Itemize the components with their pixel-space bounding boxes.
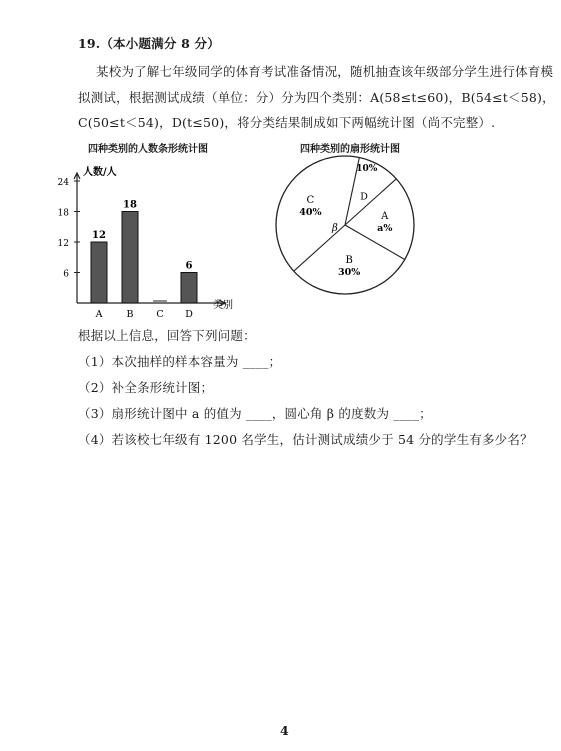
x-tick-label: C — [156, 309, 164, 320]
bar-A — [91, 242, 107, 303]
x-axis-label: 类别 — [213, 300, 233, 311]
score-note: （本小题满分 8 分） — [100, 36, 220, 51]
sub-question-1: （1）本次抽样的样本容量为 ____； — [78, 354, 282, 369]
y-tick-label: 6 — [63, 269, 69, 280]
pie-percent-B: 30% — [338, 266, 361, 278]
question-header — [78, 34, 220, 52]
pie-label-C: C — [306, 195, 315, 206]
sub-question-4: （4）若该校七年级有 1200 名学生，估计测试成绩少于 54 分的学生有多少名？ — [78, 432, 533, 447]
bar-value-label: 6 — [185, 260, 193, 272]
bar-chart — [55, 155, 255, 325]
pie-percent-C: 40% — [299, 207, 322, 218]
sub-question-3: （3）扇形统计图中 a 的值为 ____，圆心角 β 的度数为 ____； — [78, 406, 432, 421]
bar-D — [181, 273, 197, 304]
bar-B — [122, 212, 138, 304]
y-tick-label: 18 — [57, 208, 69, 219]
pie-label-B: B — [345, 254, 353, 266]
pie-chart-title: 四种类别的扇形统计图 — [300, 144, 400, 155]
y-axis-label: 人数/人 — [83, 167, 117, 178]
intro-line-2: 拟测试，根据测试成绩（单位：分）分为四个类别：A(58≤t≤60)，B(54≤t＜58)， — [78, 90, 555, 105]
bar-value-label: 12 — [92, 230, 106, 241]
x-tick-label: A — [95, 309, 103, 320]
sub-question-2: （2）补全条形统计图； — [78, 380, 214, 395]
pie-chart — [270, 150, 420, 300]
bar-chart-title: 四种类别的人数条形统计图 — [88, 144, 208, 155]
page-number: 4 — [280, 723, 289, 738]
pie-percent-D: 10% — [356, 164, 378, 175]
pie-angle-label: β — [332, 223, 338, 234]
pie-label-D: D — [360, 191, 368, 203]
y-tick-label: 12 — [57, 239, 69, 249]
y-tick-label: 24 — [57, 178, 69, 188]
prompt-text: 根据以上信息，回答下列问题： — [78, 328, 256, 343]
intro-line-1: 某校为了解七年级同学的体育考试准备情况，随机抽查该年级部分学生进行体育模 — [96, 64, 554, 79]
question-number: 19. — [78, 36, 101, 51]
x-tick-label: B — [126, 309, 134, 320]
bar-value-label: 18 — [123, 199, 137, 211]
pie-percent-A: a% — [377, 222, 393, 234]
intro-line-3: C(50≤t＜54)，D(t≤50)，将分类结果制成如下两幅统计图（尚不完整）. — [78, 115, 496, 130]
x-tick-label: D — [185, 309, 193, 320]
pie-label-A: A — [381, 210, 389, 222]
